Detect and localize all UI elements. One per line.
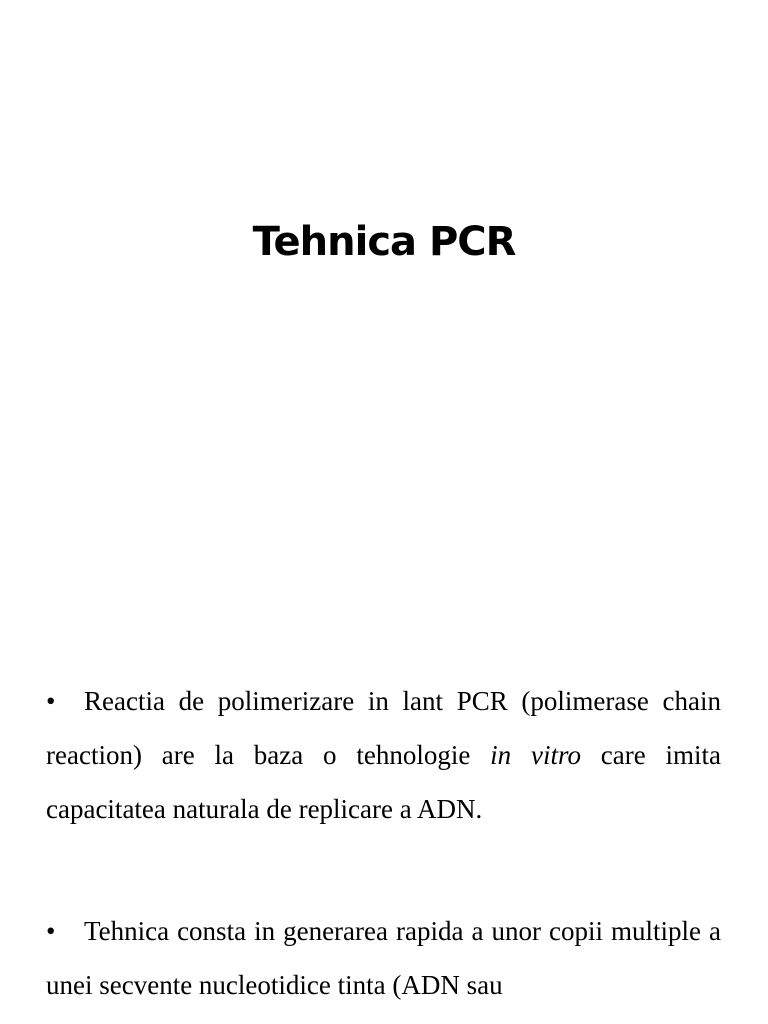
bullet-1-text-end: care imita capacitatea naturala de replicare a ADN. xyxy=(46,740,722,824)
bullet-paragraph-1 xyxy=(46,674,721,836)
bullet-1-text-start: Reactia de polimerizare in lant PCR (polimerase chain reaction) are la baza o tehnologie xyxy=(46,686,721,770)
slide-title: Tehnica PCR xyxy=(252,219,516,265)
bullet-marker: • xyxy=(46,686,56,716)
bullet-1-italic-term: in vitro xyxy=(490,740,581,770)
bullet-2-text: Tehnica consta in generarea rapida a unor copii multiple a unei secvente nucleotidice tinta (ADN sau xyxy=(46,916,721,1000)
bullet-paragraph-2 xyxy=(46,904,721,1012)
bullet-marker: • xyxy=(46,916,56,946)
